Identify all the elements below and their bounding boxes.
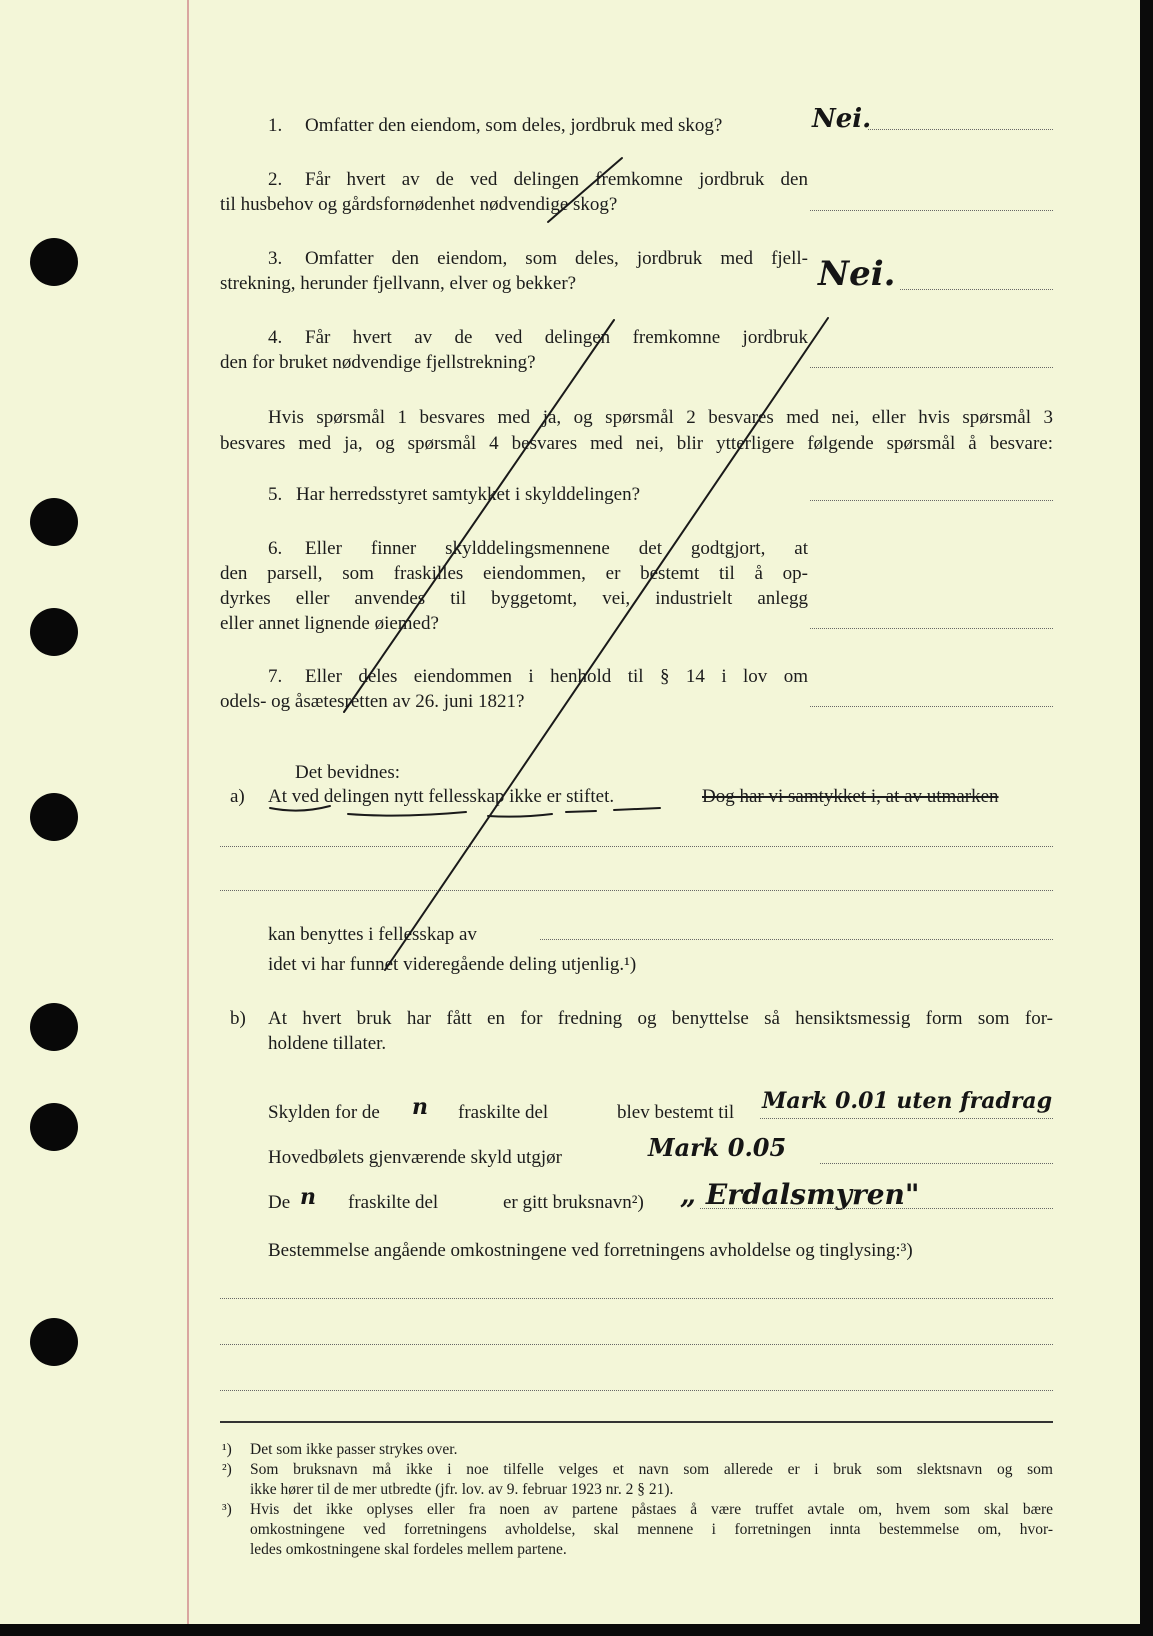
question-5-number: 5. [268, 484, 283, 505]
strike-stroke-long-2 [385, 318, 828, 970]
bruksnavn-fill-in: n [300, 1184, 316, 1210]
footnote-2-mark: ²) [222, 1461, 232, 1478]
question-2-number: 2. [268, 169, 283, 190]
underline-stroke [488, 814, 552, 817]
certification-b-text: At hvert bruk har fått en for fredning og benyttelse så hensiktsmessig form som for- [268, 1008, 1053, 1029]
footnote-3-mark: ³) [222, 1501, 232, 1518]
hovedbol-answer: Mark 0.05 [648, 1133, 787, 1162]
bruksnavn-label-end: er gitt bruksnavn²) [503, 1192, 644, 1213]
question-1-answer: Nei. [812, 104, 872, 134]
question-7-text-cont: odels- og åsætesretten av 26. juni 1821? [220, 691, 525, 712]
hovedbol-label: Hovedbølets gjenværende skyld utgjør [268, 1147, 562, 1168]
strike-stroke-long-1 [344, 320, 614, 712]
certification-a-text-cont: kan benyttes i fellesskap av [268, 924, 477, 945]
conditional-instructions-cont: besvares med ja, og spørsmål 4 besvares med nei, blir ytterligere følgende spørsmål å besvare: [220, 433, 1053, 454]
bruksnavn-label-start: De [268, 1192, 291, 1213]
underline-stroke [348, 812, 466, 816]
bruksnavn-answer: „ Erdalsmyren" [680, 1178, 920, 1211]
question-3-number: 3. [268, 248, 283, 269]
footnote-3-text: Hvis det ikke oplyses eller fra noen av partene påstaes å være truffet avtale om, hvem som skal bære [250, 1501, 1053, 1518]
footnote-3-text-cont: ledes omkostningene skal fordeles mellem partene. [250, 1541, 567, 1558]
bruksnavn-label-middle: fraskilte del [348, 1192, 439, 1213]
certification-a-label: a) [230, 786, 245, 807]
question-2-text: Får hvert av de ved delingen fremkomne jordbruk den [305, 169, 808, 190]
underline-stroke [614, 808, 660, 810]
skyld-answer: Mark 0.01 uten fradrag [762, 1088, 1053, 1114]
question-7-text: Eller deles eiendommen i henhold til § 14 i lov om [305, 666, 808, 687]
underline-stroke [270, 806, 330, 811]
certification-b-label: b) [230, 1008, 246, 1029]
question-3-text-cont: strekning, herunder fjellvann, elver og bekker? [220, 273, 577, 294]
footnote-1-mark: ¹) [222, 1441, 232, 1458]
strike-stroke-q2 [548, 158, 622, 222]
certification-a-text-cont: idet vi har funnet videregående deling utjenlig.¹) [268, 954, 637, 975]
question-6-text-cont: eller annet lignende øiemed? [220, 613, 439, 634]
certification-heading: Det bevidnes: [295, 762, 401, 783]
cost-provision-label: Bestemmelse angående omkostningene ved forretningens avholdelse og tinglysing:³) [268, 1240, 913, 1261]
question-7-number: 7. [268, 666, 283, 687]
certification-a-text: At ved delingen nytt fellesskap ikke er stiftet. [268, 786, 615, 807]
footnote-2-text-cont: ikke hører til de mer utbredte (jfr. lov. av 9. februar 1923 nr. 2 § 21). [250, 1481, 674, 1498]
skyld-label-middle: fraskilte del [458, 1102, 549, 1123]
footnote-3-text-cont: omkostningene ved forretningens avholdelse, skal mennene i forretningen innta bestemmelse om, hvor- [250, 1521, 1053, 1538]
question-1-text: Omfatter den eiendom, som deles, jordbruk med skog? [305, 115, 723, 136]
skyld-fill-in: n [412, 1094, 428, 1120]
question-6-text-cont: dyrkes eller anvendes til byggetomt, vei, industrielt anlegg [220, 588, 808, 609]
conditional-instructions: Hvis spørsmål 1 besvares med ja, og spørsmål 2 besvares med nei, eller hvis spørsmål 3 [268, 407, 1053, 428]
underline-stroke [566, 811, 596, 812]
question-6-text: Eller finner skylddelingsmennene det godtgjort, at [305, 538, 808, 559]
skyld-label-end: blev bestemt til [617, 1102, 735, 1123]
question-3-answer: Nei. [818, 254, 896, 294]
question-5-text: Har herredsstyret samtykket i skylddelingen? [296, 484, 641, 505]
question-4-text-cont: den for bruket nødvendige fjellstrekning? [220, 352, 536, 373]
footnote-2-text: Som bruksnavn må ikke i noe tilfelle velges et navn som allerede er i bruk som slektsnavn og som [250, 1461, 1053, 1478]
certification-b-text-cont: holdene tillater. [268, 1033, 387, 1054]
question-6-number: 6. [268, 538, 283, 559]
question-4-number: 4. [268, 327, 283, 348]
certification-a-struck-text: Dog har vi samtykket i, at av utmarken [702, 786, 999, 807]
skyld-label-start: Skylden for de [268, 1102, 380, 1123]
question-2-text-cont: til husbehov og gårdsfornødenhet nødvendige skog? [220, 194, 618, 215]
footnote-1-text: Det som ikke passer strykes over. [250, 1441, 458, 1458]
question-3-text: Omfatter den eiendom, som deles, jordbruk med fjell- [305, 248, 808, 269]
question-6-text-cont: den parsell, som fraskilles eiendommen, er bestemt til å op- [220, 563, 808, 584]
question-1-number: 1. [268, 115, 283, 136]
question-4-text: Får hvert av de ved delingen fremkomne jordbruk [305, 327, 808, 348]
